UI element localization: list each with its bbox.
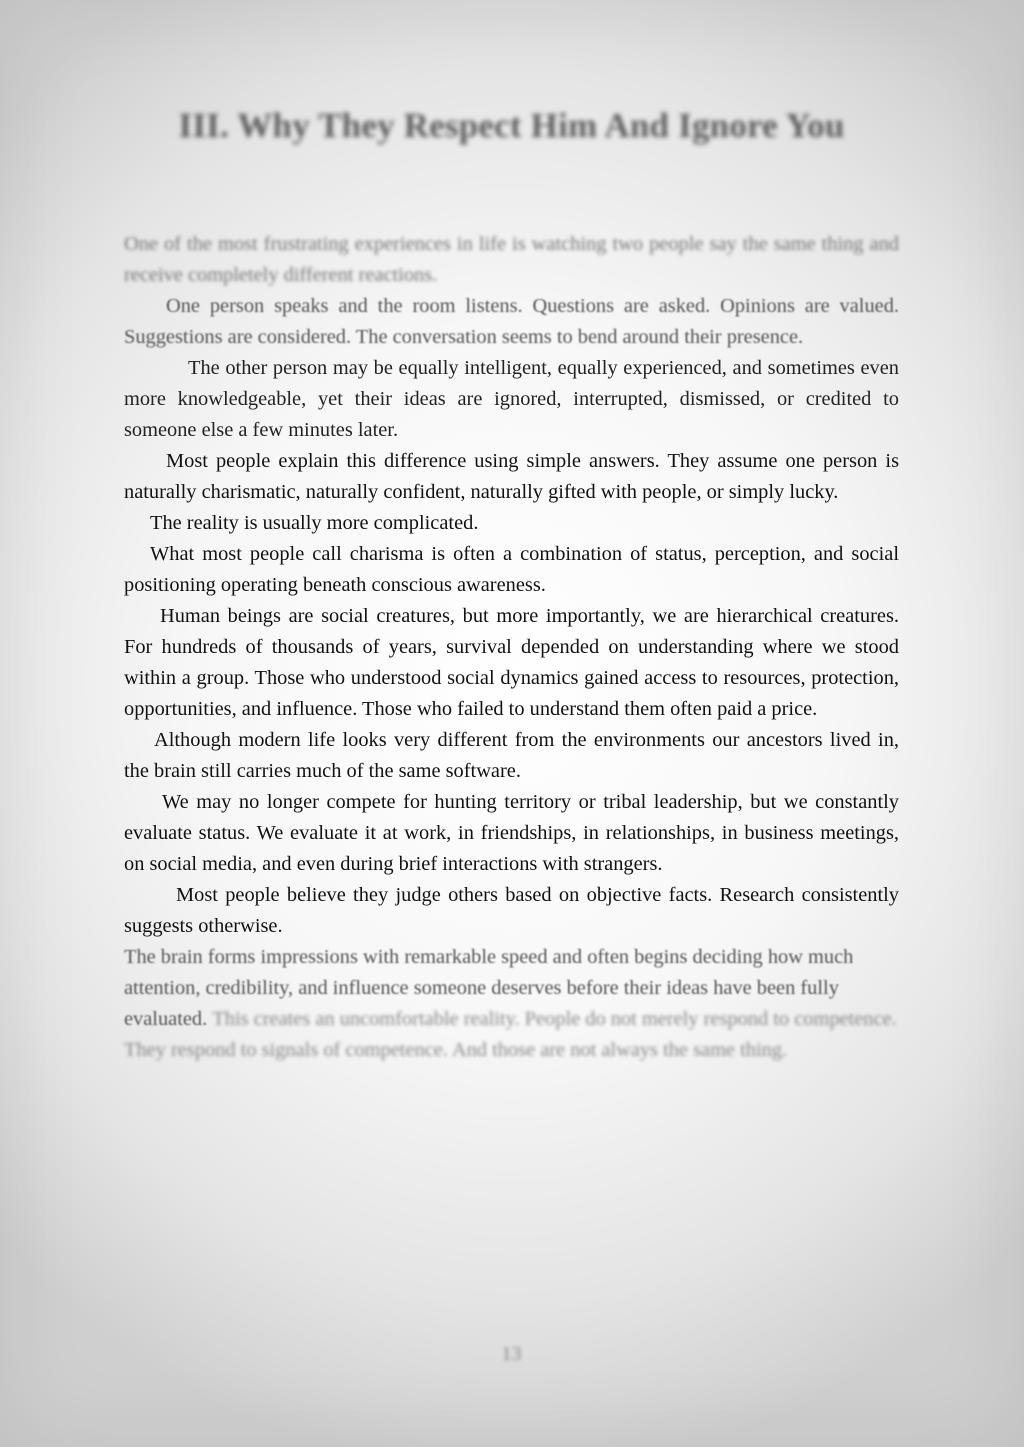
book-page — [124, 0, 899, 1447]
paragraph: We may no longer compete for hunting territory or tribal leadership, but we constantly evaluate status. We evaluate it at work, in friendships, in relationships, in business meetings, on social media, and even during brief interactions with strangers. — [124, 791, 899, 875]
paragraph: Most people believe they judge others based on objective facts. Research consistently suggests otherwise. — [124, 884, 899, 937]
chapter-body — [124, 229, 899, 1066]
paragraph: One person speaks and the room listens. Questions are asked. Opinions are valued. Suggestions are considered. The conversation seems to bend around their presence. — [124, 295, 899, 348]
paragraph: Human beings are social creatures, but more importantly, we are hierarchical creatures. For hundreds of thousands of years, survival depended on understanding where we stood within a group. Those who understood social dynamics gained access to resources, protection, opportunities, and influence. Those who failed to understand them often paid a price. — [124, 605, 899, 720]
paragraph: The brain forms impressions with remarkable speed and often begins deciding how much attention, credibility, and influence someone deserves before their ideas have been fully evaluated. — [124, 946, 854, 1030]
page-number: 13 — [501, 1343, 522, 1365]
paragraph: This creates an uncomfortable reality. People do not merely respond to competence. They respond to signals of competence. And those are not always the same thing. — [124, 1008, 897, 1061]
paragraph: Most people explain this difference using simple answers. They assume one person is naturally charismatic, naturally confident, naturally gifted with people, or simply lucky. — [124, 450, 899, 503]
paragraph: One of the most frustrating experiences in life is watching two people say the same thing and receive completely different reactions. — [124, 233, 899, 286]
paragraph: The other person may be equally intelligent, equally experienced, and sometimes even more knowledgeable, yet their ideas are ignored, interrupted, dismissed, or credited to someone else a few minutes later. — [124, 357, 899, 441]
paragraph: The reality is usually more complicated. — [150, 512, 479, 534]
paragraph: What most people call charisma is often a combination of status, perception, and social positioning operating beneath conscious awareness. — [124, 543, 899, 596]
paragraph: Although modern life looks very different from the environments our ancestors lived in, the brain still carries much of the same software. — [124, 729, 899, 782]
chapter-title: III. Why They Respect Him And Ignore You — [178, 106, 845, 145]
